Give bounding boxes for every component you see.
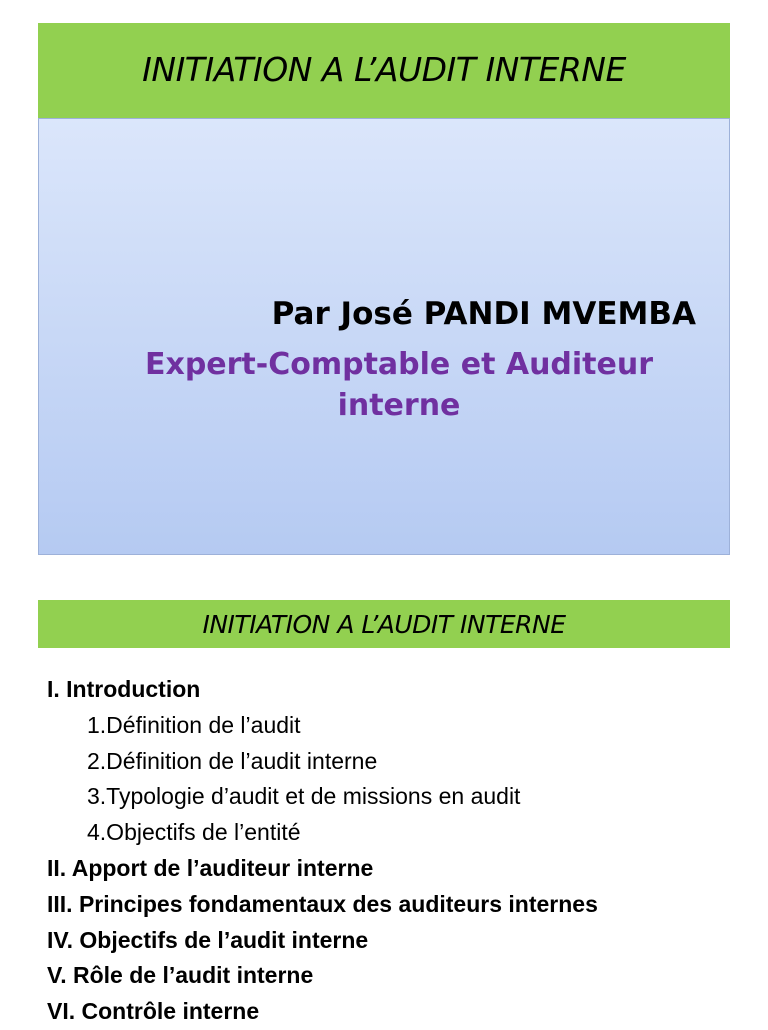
toc-subitem: 2.Définition de l’audit interne — [87, 747, 378, 774]
author-role: Expert-Comptable et Auditeur interne — [144, 347, 654, 423]
toc-item: III. Principes fondamentaux des auditeurs internes — [47, 890, 598, 917]
slide2-title: INITIATION A L’AUDIT INTERNE — [202, 609, 566, 639]
slide1-content-panel — [38, 118, 730, 555]
toc-subitem: 4.Objectifs de l’entité — [87, 819, 301, 846]
slide2-title-bar — [38, 600, 730, 648]
toc-item: VI. Contrôle interne — [47, 998, 260, 1025]
slide1-title-bar — [38, 23, 730, 119]
toc-item: V. Rôle de l’audit interne — [47, 962, 314, 989]
slide1-title: INITIATION A L’AUDIT INTERNE — [142, 49, 626, 89]
toc-item: I. Introduction — [47, 676, 201, 702]
toc-item: IV. Objectifs de l’audit interne — [47, 926, 369, 953]
author-name: Par José PANDI MVEMBA — [271, 296, 696, 332]
toc-subitem: 3.Typologie d’audit et de missions en audit — [87, 783, 521, 810]
toc-item: II. Apport de l’auditeur interne — [47, 854, 374, 881]
toc-subitem: 1.Définition de l’audit — [87, 711, 301, 738]
table-of-contents — [47, 672, 747, 1030]
